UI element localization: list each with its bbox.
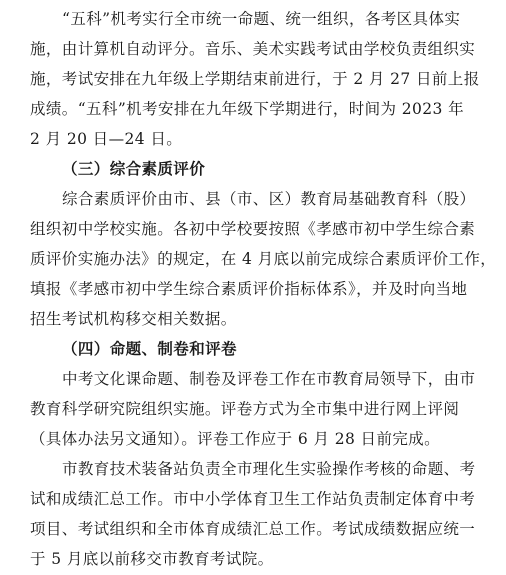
paragraph-line: 试和成绩汇总工作。市中小学体育卫生工作站负责制定体育中考 xyxy=(30,490,476,508)
section-heading-4: （四）命题、制卷和评卷 xyxy=(62,339,237,358)
paragraph-line: 项目、考试组织和全市体育成绩汇总工作。考试成绩数据应统一 xyxy=(30,520,476,538)
paragraph-line: 中考文化课命题、制卷及评卷工作在市教育局领导下，由市 xyxy=(62,370,476,388)
paragraph-line: 市教育技术装备站负责全市理化生实验操作考核的命题、考 xyxy=(62,460,476,478)
paragraph-line: 教育科学研究院组织实施。评卷方式为全市集中进行网上评阅 xyxy=(30,400,460,418)
section-heading-3: （三）综合素质评价 xyxy=(62,159,206,178)
paragraph-line: 招生考试机构移交相关数据。 xyxy=(30,310,237,328)
paragraph-line: “五科”机考实行全市统一命题、统一组织，各考区具体实 xyxy=(62,10,461,28)
paragraph-line: 质评价实施办法》的规定，在 4 月底以前完成综合素质评价工作， xyxy=(30,250,497,268)
paragraph-line: 成绩。“五科”机考安排在九年级下学期进行，时间为 2023 年 xyxy=(30,100,465,118)
paragraph-line: 组织初中学校实施。各初中学校要按照《孝感市初中学生综合素 xyxy=(30,220,476,238)
paragraph-line: 施，考试安排在九年级上学期结束前进行，于 2 月 27 日前上报 xyxy=(30,70,480,88)
paragraph-line: 填报《孝感市初中学生综合素质评价指标体系》，并及时向当地 xyxy=(30,280,468,298)
paragraph-line: 于 5 月底以前移交市教育考试院。 xyxy=(30,550,274,568)
paragraph-line: 综合素质评价由市、县（市、区）教育局基础教育科（股） xyxy=(62,190,476,208)
paragraph-line: 施，由计算机自动评分。音乐、美术实践考试由学校负责组织实 xyxy=(30,40,476,58)
paragraph-line: 2 月 20 日—24 日。 xyxy=(30,130,183,148)
paragraph-line: （具体办法另文通知）。评卷工作应于 6 月 28 日前完成。 xyxy=(30,430,441,448)
